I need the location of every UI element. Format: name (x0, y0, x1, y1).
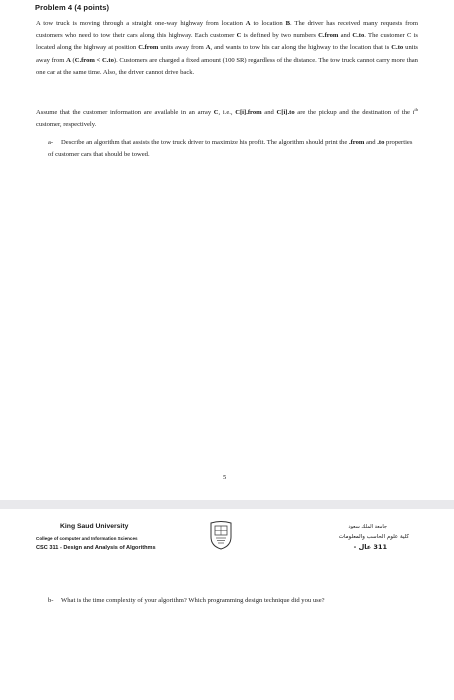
question-b (48, 595, 325, 607)
college-name: College of computer and Information Sciences (36, 536, 138, 541)
text-run: , and wants to tow his car along the highway to the location that is (210, 44, 392, 52)
course-name: CSC 311 - Design and Analysis of Algorithms (36, 545, 156, 551)
problem-title: Problem 4 (4 points) (35, 3, 110, 12)
to-property: .to (377, 139, 385, 146)
ci-from: C[i].from (235, 109, 262, 117)
question-a-label: a- (48, 139, 54, 146)
location-a: A (245, 20, 251, 27)
text-run: , i.e., (218, 109, 236, 117)
page-number: 5 (223, 474, 227, 481)
text-run: units away from (36, 44, 418, 64)
header-left (36, 522, 156, 553)
location-a: A (205, 44, 211, 52)
question-b-label: b- (48, 597, 54, 604)
text-run: units away from (158, 44, 206, 52)
university-name: King Saud University (60, 523, 129, 530)
page-divider (0, 500, 454, 509)
location-b: B (285, 20, 290, 27)
from-property: .from (348, 139, 365, 146)
array-c: C (213, 109, 219, 117)
c-from: C.from (318, 32, 339, 40)
text-run: Assume that the customer information are available in an array (36, 109, 214, 117)
arabic-course-code: 311 عال - (353, 543, 387, 551)
text-run: and (338, 32, 353, 40)
question-a (48, 137, 418, 161)
c-to: C.to (391, 44, 404, 52)
text-run: and (364, 139, 378, 146)
university-logo-icon (208, 520, 234, 550)
index-i: i (412, 109, 415, 117)
location-a: A (66, 56, 71, 64)
c-from: C.from (138, 44, 159, 52)
assumption-paragraph (36, 104, 418, 132)
ci-to: C[i].to (276, 109, 295, 117)
text-run: properties of customer cars that should be towed. (48, 139, 413, 159)
customer-c: C (236, 32, 242, 40)
text-run: customer, respectively. (36, 121, 97, 129)
from-to-condition: C.from < C.to (74, 56, 114, 64)
problem-description (36, 18, 418, 79)
arabic-university-name: جامعة الملك سعود (348, 524, 387, 530)
ordinal-suffix: th (414, 107, 419, 112)
text-run: is defined by two numbers (241, 32, 319, 40)
text-run: Describe an algorithm that assists the tow truck driver to maximize his profit. The algorithm should print the (61, 139, 349, 146)
text-run: A tow truck is moving through a straight one-way highway from location (36, 20, 246, 27)
text-run: ( (70, 56, 75, 64)
text-run: ). Customers are charged a fixed amount (100 SR) regardless of the distance. The tow truck cannot carry more than one car at the same time. Also, the driver cannot drive back. (36, 56, 418, 76)
arabic-college-name: كلية علوم الحاسب والمعلومات (338, 534, 409, 540)
text-run: . The customer C is located along the highway at position (36, 32, 418, 52)
question-b-text: What is the time complexity of your algorithm? Which programming design technique did you use? (61, 597, 325, 604)
text-run: to location (250, 20, 286, 27)
c-to: C.to (352, 32, 365, 40)
header-right-arabic (339, 522, 409, 553)
text-run: . The driver has received many requests from customers who need to tow their cars along this highway. Each customer (36, 20, 418, 40)
text-run: and (261, 109, 277, 117)
text-run: are the pickup and the destination of the (294, 109, 413, 117)
